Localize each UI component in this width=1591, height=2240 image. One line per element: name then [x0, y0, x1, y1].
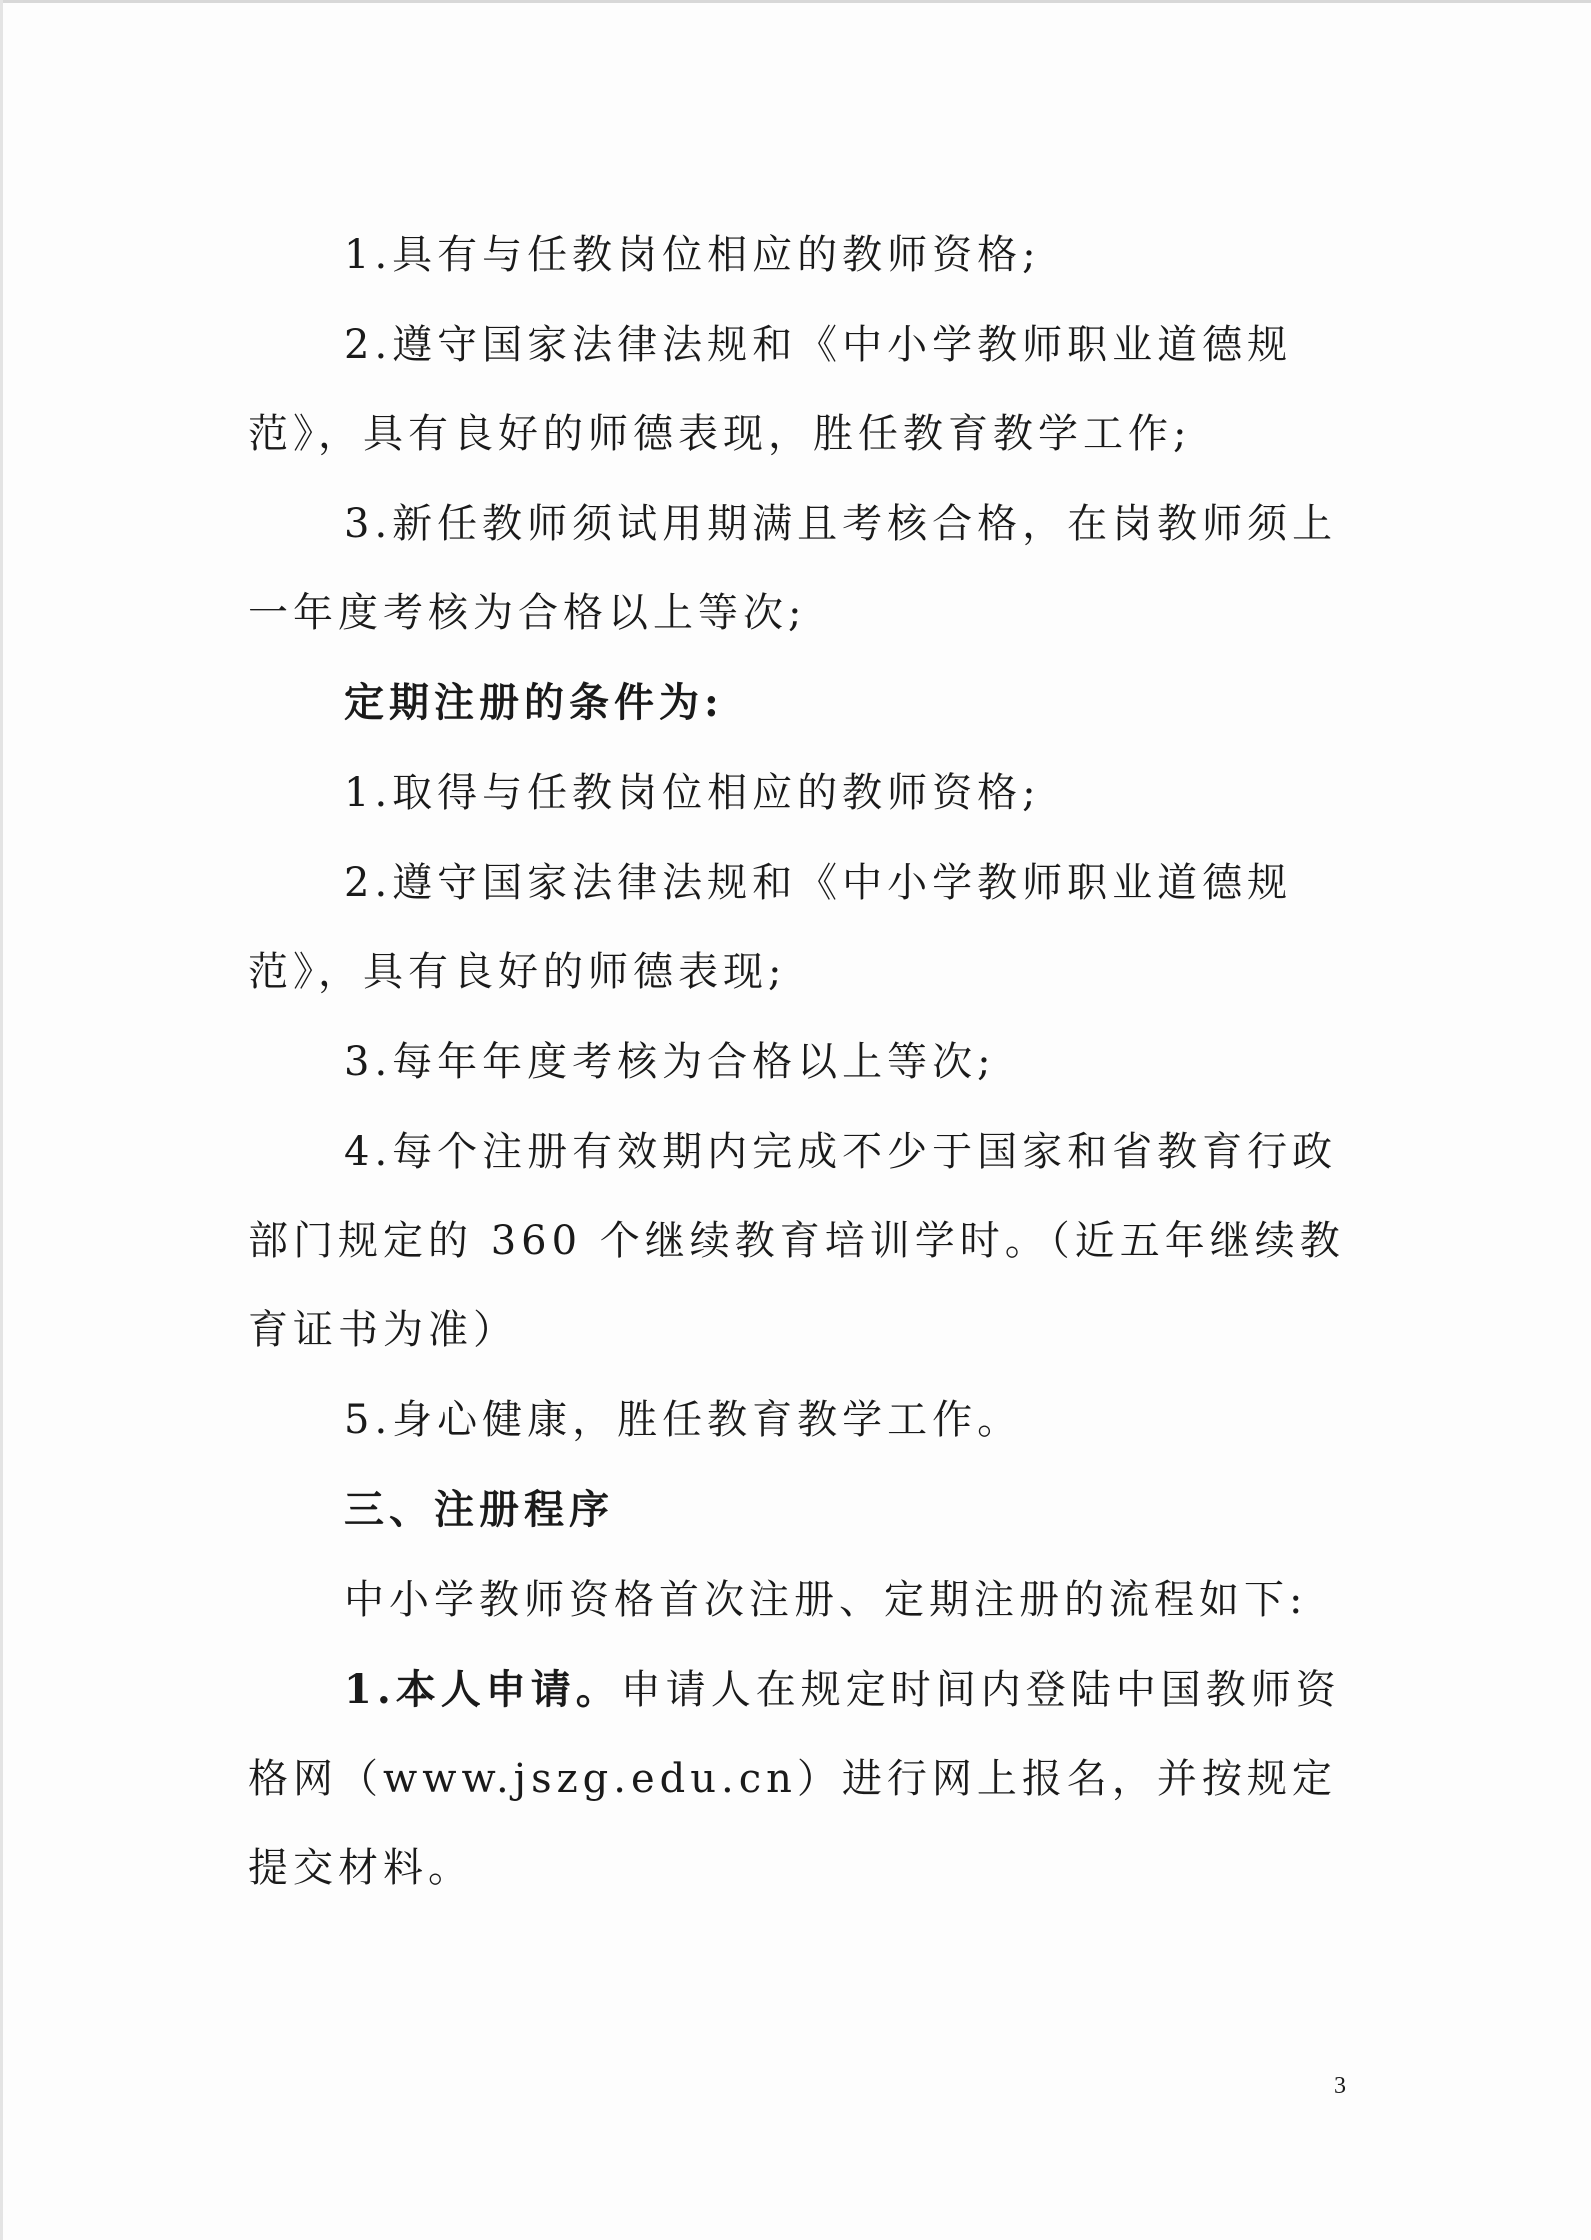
page-number: 3 — [1334, 2073, 1346, 2099]
paragraph-text: 2.遵守国家法律法规和《中小学教师职业道德规范》，具有良好的师德表现，胜任教育教学工作; — [248, 322, 1293, 457]
paragraph-text: 3.新任教师须试用期满且考核合格，在岗教师须上一年度考核为合格以上等次; — [248, 501, 1338, 636]
paragraph-text: 2.遵守国家法律法规和《中小学教师职业道德规范》，具有良好的师德表现; — [248, 860, 1293, 995]
paragraph-bold-prefix: 1.本人申请。 — [344, 1666, 621, 1713]
paragraph-bold-prefix: 定期注册的条件为: — [344, 679, 724, 726]
paragraph-bold-prefix: 三、注册程序 — [344, 1486, 614, 1533]
paragraph-procedure-step-1 — [248, 1645, 1348, 1913]
paragraph-procedure-intro — [248, 1555, 1348, 1645]
paragraph-text: 4.每个注册有效期内完成不少于国家和省教育行政部门规定的 360 个继续教育培训学时。（近五年继续教育证书为准） — [248, 1129, 1345, 1353]
paragraph-first-reg-condition-3 — [248, 479, 1348, 658]
paragraph-periodic-condition-3 — [248, 1017, 1348, 1107]
scan-edge-top — [0, 0, 1591, 3]
paragraph-periodic-condition-4 — [248, 1107, 1348, 1375]
paragraph-periodic-condition-1 — [248, 748, 1348, 838]
paragraph-first-reg-condition-1 — [248, 210, 1348, 300]
paragraph-text: 5.身心健康，胜任教育教学工作。 — [344, 1397, 1023, 1443]
section-heading-periodic-conditions — [248, 658, 1348, 748]
document-body — [248, 210, 1348, 1913]
paragraph-first-reg-condition-2 — [248, 300, 1348, 479]
paragraph-text: 1.取得与任教岗位相应的教师资格; — [344, 770, 1041, 816]
paragraph-text: 1.具有与任教岗位相应的教师资格; — [344, 232, 1041, 278]
paragraph-periodic-condition-5 — [248, 1375, 1348, 1465]
paragraph-text: 申请人在规定时间内登陆中国教师资格网（www.jszg.edu.cn）进行网上报名，并按规定提交材料。 — [248, 1667, 1341, 1891]
paragraph-text: 3.每年年度考核为合格以上等次; — [344, 1039, 996, 1085]
paragraph-text: 中小学教师资格首次注册、定期注册的流程如下: — [344, 1577, 1308, 1623]
scan-edge-left — [0, 0, 3, 2240]
section-heading-registration-procedure — [248, 1465, 1348, 1555]
paragraph-periodic-condition-2 — [248, 838, 1348, 1017]
